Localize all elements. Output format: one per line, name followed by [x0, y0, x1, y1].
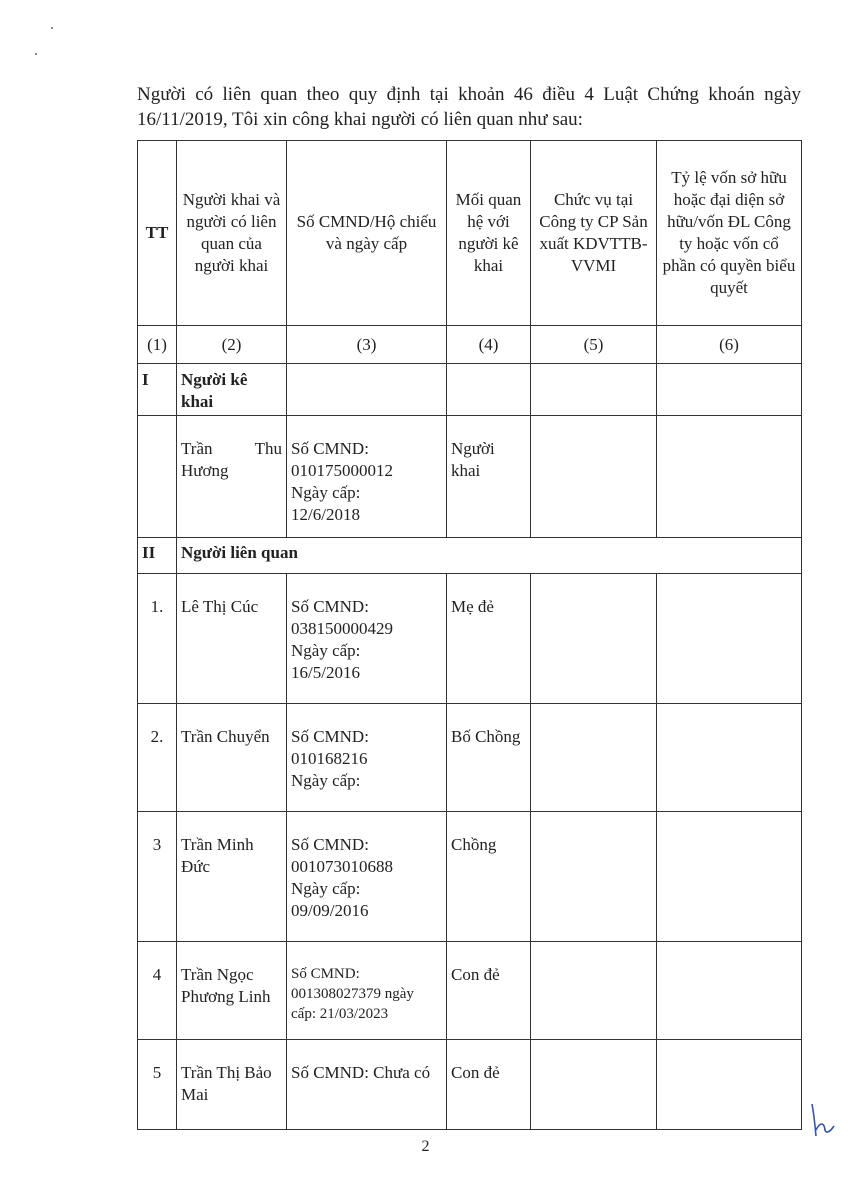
row-relation: Bố Chồng	[447, 704, 531, 812]
section-num: II	[138, 538, 177, 574]
column-number-row	[138, 326, 802, 364]
header-id: Số CMND/Hộ chiếu và ngày cấp	[287, 141, 447, 326]
date-label: Ngày cấp:	[291, 641, 361, 660]
row-relation: Con đẻ	[447, 942, 531, 1040]
declarant-name	[177, 416, 287, 538]
issue-date: 16/5/2016	[291, 663, 360, 682]
row-tt: 3	[138, 812, 177, 942]
date-label: Ngày cấp:	[291, 483, 361, 502]
col-num-5: (5)	[531, 326, 657, 364]
table-row	[138, 704, 802, 812]
section-title: Người kê khai	[177, 364, 287, 416]
issue-date: 12/6/2018	[291, 505, 360, 524]
table-row	[138, 942, 802, 1040]
id-label: Số CMND:	[291, 727, 369, 746]
table-row	[138, 1040, 802, 1130]
id-label: Số CMND:	[291, 835, 369, 854]
section-title: Người liên quan	[177, 538, 802, 574]
page-number: 2	[421, 1138, 430, 1155]
row-relation: Mẹ đẻ	[447, 574, 531, 704]
declarant-id	[287, 416, 447, 538]
header-name: Người khai và người có liên quan của người khai	[177, 141, 287, 326]
col-num-4: (4)	[447, 326, 531, 364]
declarant-relation	[447, 416, 531, 538]
row-tt: 1.	[138, 574, 177, 704]
id-label: Số CMND:	[291, 439, 369, 458]
id-number: 038150000429	[291, 619, 393, 638]
section-num: I	[138, 364, 177, 416]
row-name: Lê Thị Cúc	[177, 574, 287, 704]
id-label: Số CMND:	[291, 597, 369, 616]
row-tt: 2.	[138, 704, 177, 812]
row-id	[287, 704, 447, 812]
header-row	[138, 141, 802, 326]
row-relation: Con đẻ	[447, 1040, 531, 1130]
row-name: Trần Chuyển	[177, 704, 287, 812]
section-row-related	[138, 538, 802, 574]
row-id: Số CMND: Chưa có	[287, 1040, 447, 1130]
id-number: 010175000012	[291, 461, 393, 480]
col-num-2: (2)	[177, 326, 287, 364]
table-row	[138, 574, 802, 704]
row-name: Trần Ngọc Phương Linh	[177, 942, 287, 1040]
scan-speck	[30, 20, 70, 60]
row-tt: 4	[138, 942, 177, 1040]
header-position: Chức vụ tại Công ty CP Sản xuất KDVTTB-VVMI	[531, 141, 657, 326]
declarant-row	[138, 416, 802, 538]
intro-paragraph: Người có liên quan theo quy định tại khoản 46 điều 4 Luật Chứng khoán ngày 16/11/2019, Tôi xin công khai người có liên quan như sau:	[137, 84, 801, 130]
col-num-1: (1)	[138, 326, 177, 364]
id-number: 001073010688	[291, 857, 393, 876]
row-id: Số CMND: 001308027379 ngày cấp: 21/03/2023	[287, 942, 447, 1040]
relation-line-1: Người	[451, 439, 495, 458]
row-relation: Chồng	[447, 812, 531, 942]
row-name: Trần Minh Đức	[177, 812, 287, 942]
date-label: Ngày cấp:	[291, 771, 361, 790]
row-tt: 5	[138, 1040, 177, 1130]
declarant-name-mid: Thu	[254, 439, 282, 458]
id-number: 010168216	[291, 749, 368, 768]
relation-line-2: khai	[451, 461, 481, 480]
issue-date: 09/09/2016	[291, 901, 369, 920]
header-ratio: Tỷ lệ vốn sở hữu hoặc đại diện sở hữu/vốn ĐL Công ty hoặc vốn cổ phần có quyền biểu quyết	[657, 141, 802, 326]
table-row	[138, 812, 802, 942]
declarant-name-first: Trần	[181, 439, 213, 458]
date-label: Ngày cấp:	[291, 879, 361, 898]
header-relation: Mối quan hệ với người kê khai	[447, 141, 531, 326]
row-name: Trần Thị Bảo Mai	[177, 1040, 287, 1130]
initials-mark	[808, 1100, 838, 1140]
row-id	[287, 574, 447, 704]
col-num-3: (3)	[287, 326, 447, 364]
related-persons-table	[137, 140, 802, 1130]
section-row-declarant	[138, 364, 802, 416]
declarant-name-last: Hương	[181, 461, 229, 480]
row-id	[287, 812, 447, 942]
header-tt: TT	[138, 141, 177, 326]
col-num-6: (6)	[657, 326, 802, 364]
